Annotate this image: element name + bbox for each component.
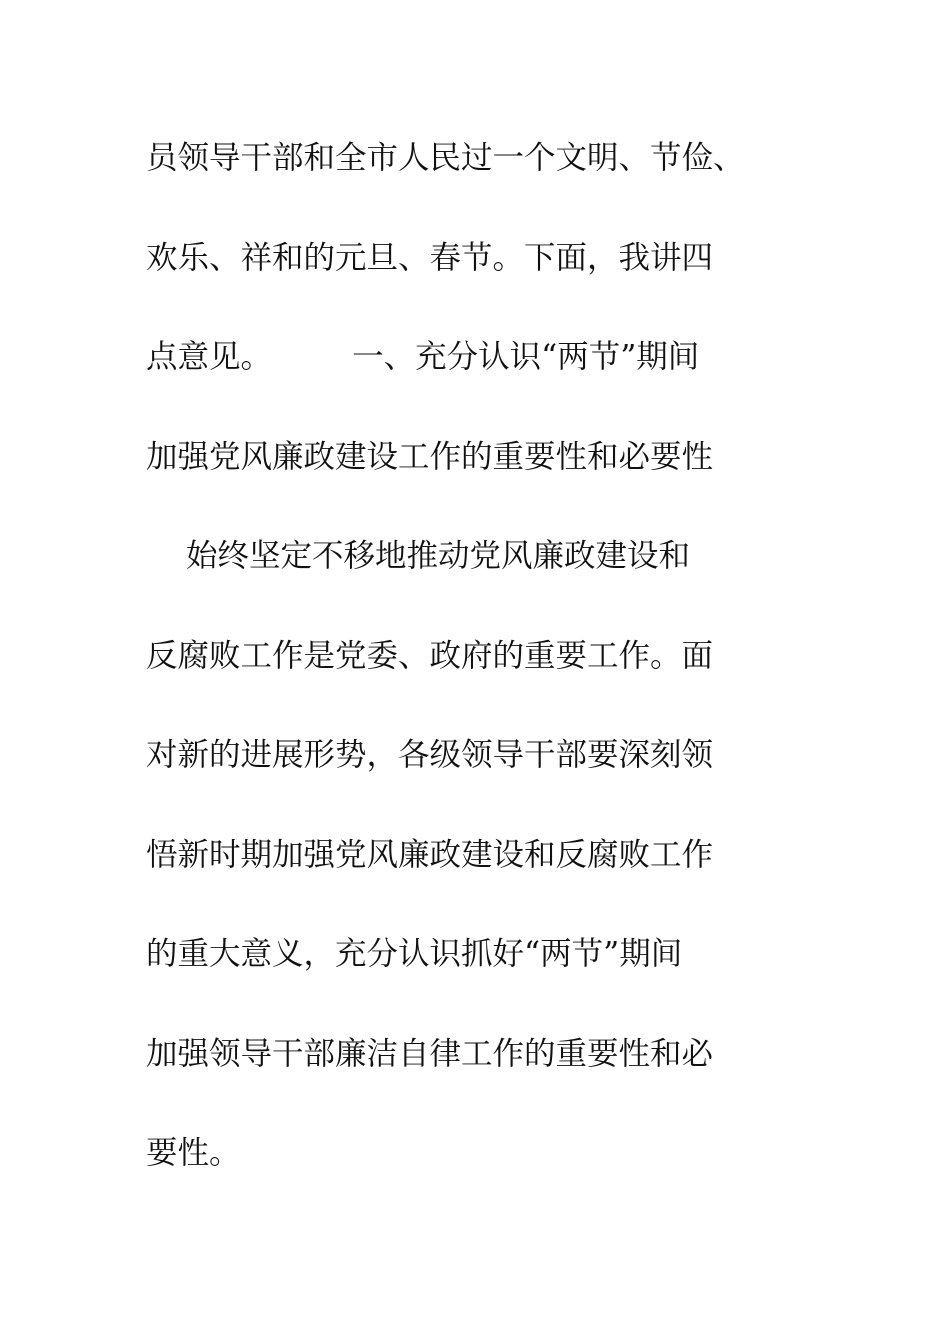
- text-line: 点意见。 一、充分认识“两节”期间: [146, 339, 700, 375]
- text-line: 要性。: [146, 1135, 241, 1171]
- section-heading-line: 加强党风廉政建设工作的重要性和必要性: [146, 438, 714, 475]
- text-line: 的重大意义，充分认识抓好“两节”期间: [146, 936, 683, 972]
- text-line: 始终坚定不移地推动党风廉政建设和: [146, 538, 691, 574]
- text-line: 加强领导干部廉洁自律工作的重要性和必: [146, 1035, 714, 1072]
- text-line: 反腐败工作是党委、政府的重要工作。面: [146, 637, 714, 674]
- text-line: 悟新时期加强党风廉政建设和反腐败工作: [146, 836, 714, 873]
- text-line: 员领导干部和全市人民过一个文明、节俭、: [146, 140, 745, 176]
- text-line: 对新的进展形势，各级领导干部要深刻领: [146, 737, 714, 773]
- body-text: [146, 123, 846, 1218]
- text-line: 欢乐、祥和的元旦、春节。下面，我讲四: [146, 239, 714, 276]
